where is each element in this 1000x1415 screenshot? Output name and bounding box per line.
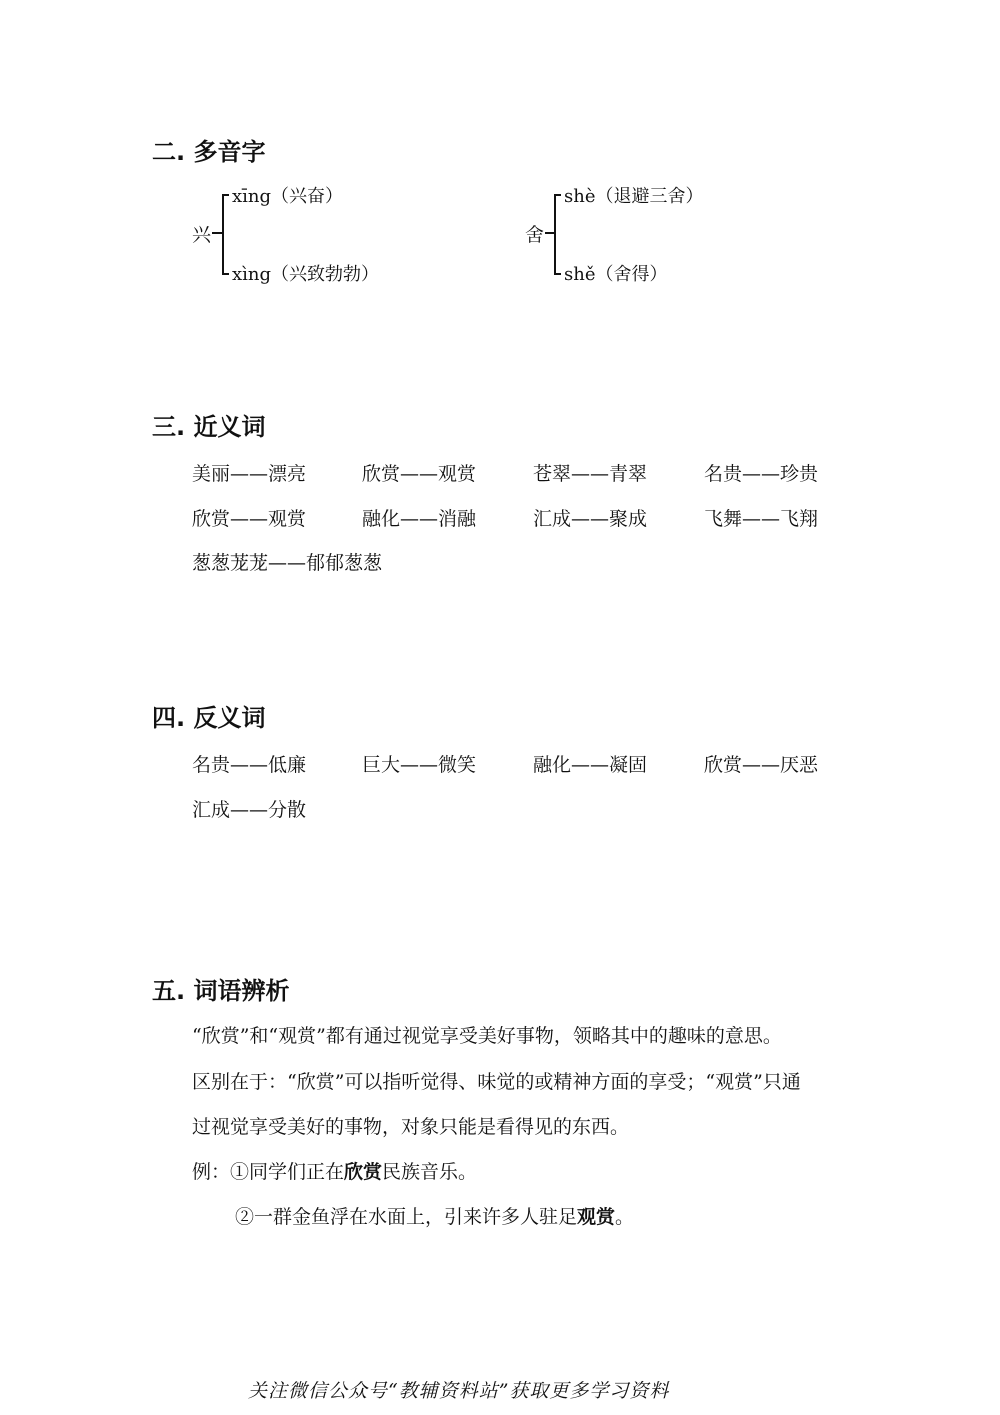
antonym-pair: 名贵——低廉 (192, 754, 307, 776)
synonym-pair: 融化——消融 (362, 508, 477, 530)
example-sentence-1 (192, 1157, 477, 1184)
analysis-line: “欣赏”和“观赏”都有通过视觉享受美好事物，领略其中的趣味的意思。 (192, 1025, 782, 1047)
bracket-bottom-tick (222, 273, 229, 275)
bracket-vertical (554, 194, 556, 274)
example-keyword: 欣赏 (344, 1161, 383, 1183)
example-word: （退避三舍） (595, 186, 704, 207)
antonym-pair: 欣赏——厌恶 (704, 754, 819, 776)
synonym-pair: 苍翠——青翠 (533, 463, 648, 485)
synonym-pair: 欣赏——观赏 (362, 463, 477, 485)
polyphonic-char: 兴 (192, 224, 212, 246)
analysis-line: 区别在于：“欣赏”可以指听觉得、味觉的或精神方面的享受；“观赏”只通 (192, 1071, 801, 1093)
bracket-vertical (222, 194, 224, 274)
pinyin: xìng (232, 264, 272, 285)
polyphonic-reading (232, 182, 343, 208)
synonym-pair: 飞舞——飞翔 (704, 508, 819, 530)
section-title-antonyms: 四. 反义词 (152, 704, 266, 732)
polyphonic-reading (564, 260, 667, 286)
synonym-pair: 欣赏——观赏 (192, 508, 307, 530)
bracket-top-tick (222, 194, 229, 196)
example-word: （兴致勃勃） (271, 264, 380, 285)
antonym-pair: 汇成——分散 (192, 799, 307, 821)
bracket-bottom-tick (554, 273, 561, 275)
polyphonic-reading (564, 182, 703, 208)
example-sentence-2 (235, 1202, 634, 1229)
polyphonic-char: 舍 (525, 224, 545, 246)
section-title-polyphonic: 二. 多音字 (152, 138, 266, 166)
example-word: （舍得） (595, 264, 668, 285)
bracket-top-tick (554, 194, 561, 196)
pinyin: shě (564, 264, 596, 285)
antonym-pair: 融化——凝固 (533, 754, 648, 776)
section-title-synonyms: 三. 近义词 (152, 413, 266, 441)
example-text: 民族音乐。 (382, 1161, 478, 1183)
example-text: 。 (615, 1206, 635, 1228)
example-word: （兴奋） (271, 186, 344, 207)
example-keyword: 观赏 (577, 1206, 616, 1228)
synonym-pair: 葱葱茏茏——郁郁葱葱 (192, 552, 383, 574)
example-text: 例：①同学们正在 (192, 1161, 345, 1183)
analysis-line: 过视觉享受美好的事物，对象只能是看得见的东西。 (192, 1116, 630, 1138)
section-title-analysis: 五. 词语辨析 (152, 977, 290, 1005)
footer-note: 关注微信公众号“教辅资料站”获取更多学习资料 (248, 1380, 670, 1402)
example-text: ②一群金鱼浮在水面上，引来许多人驻足 (235, 1206, 578, 1228)
pinyin: shè (564, 186, 596, 207)
synonym-pair: 美丽——漂亮 (192, 463, 307, 485)
polyphonic-reading (232, 260, 379, 286)
synonym-pair: 汇成——聚成 (533, 508, 648, 530)
pinyin: xīng (232, 186, 272, 207)
antonym-pair: 巨大——微笑 (362, 754, 477, 776)
synonym-pair: 名贵——珍贵 (704, 463, 819, 485)
